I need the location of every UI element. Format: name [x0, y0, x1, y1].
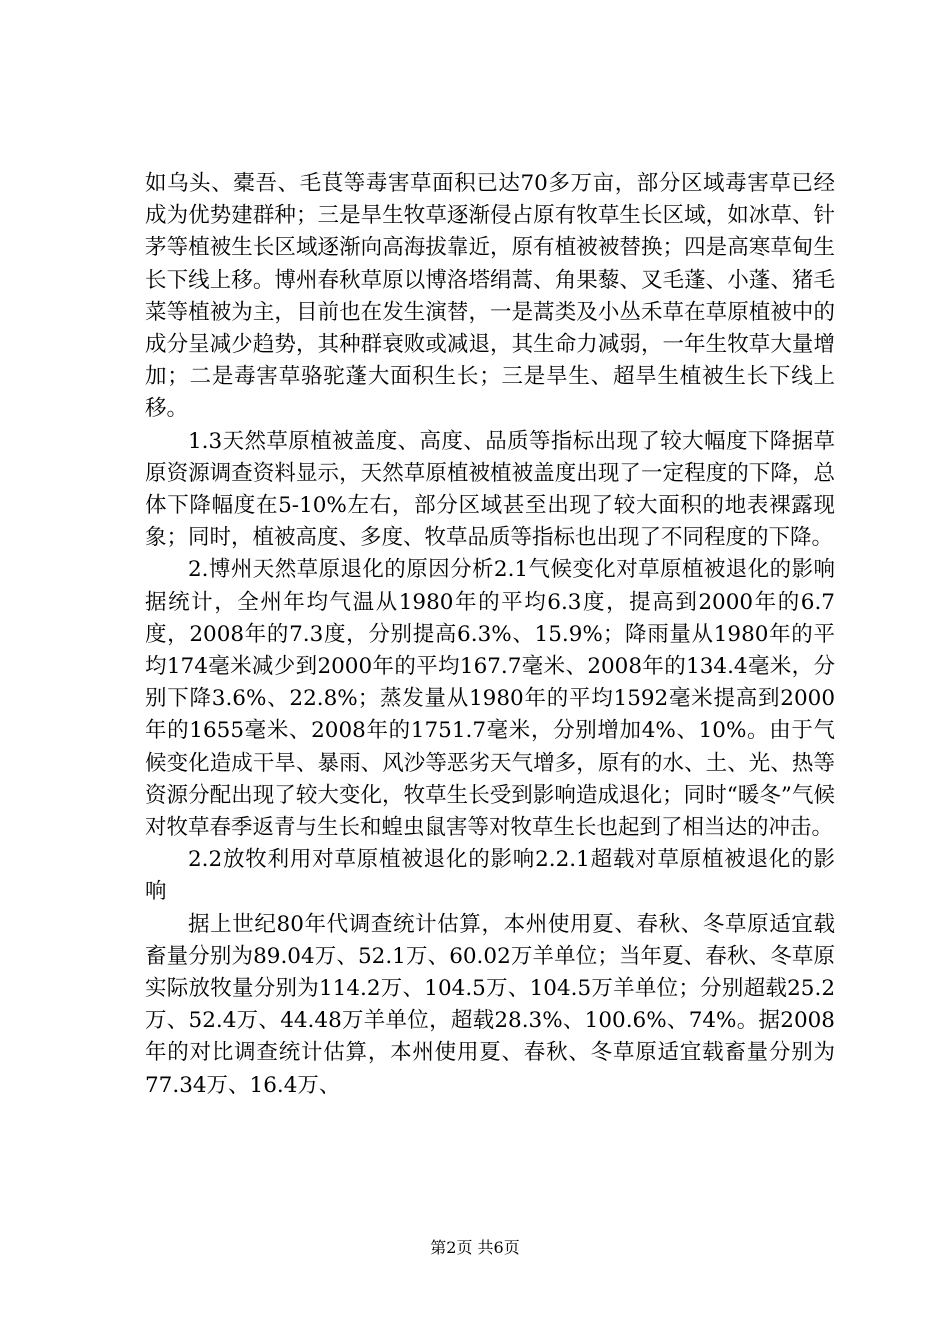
- paragraph-section-2-2: 2.2放牧利用对草原植被退化的影响2.2.1超载对草原植被退化的影响: [145, 847, 835, 905]
- page-footer: 第2页 共6页: [430, 1238, 520, 1257]
- paragraph-section-1-3: 1.3天然草原植被盖度、高度、品质等指标出现了较大幅度下降据草原资源调查资料显示，天然草原植被植被盖度出现了一定程度的下降，总体下降幅度在5-10%左右，部分区域甚至出现了较大面积的地表裸露现象；同时，植被高度、多度、牧草品质等指标也出现了不同程度的下降。: [145, 428, 835, 551]
- paragraph-continuation: 如乌头、橐吾、毛茛等毒害草面积已达70多万亩，部分区域毒害草已经成为优势建群种；三是旱生牧草逐渐侵占原有牧草生长区域，如冰草、针茅等植被生长区域逐渐向高海拔靠近，原有植被被替换；四是高寒草甸生长下线上移。博州春秋草原以博洛塔绢蒿、角果藜、叉毛蓬、小蓬、猪毛菜等植被为主，目前也在发生演替，一是蒿类及小丛禾草在草原植被中的成分呈减少趋势，其种群衰败或减退，其生命力减弱，一年生牧草大量增加；二是毒害草骆驼蓬大面积生长；三是旱生、超旱生植被生长下线上移。: [145, 171, 835, 422]
- document-body: [145, 168, 835, 1102]
- paragraph-overgrazing: 据上世纪80年代调查统计估算，本州使用夏、春秋、冬草原适宜载畜量分别为89.04万、52.1万、60.02万羊单位；当年夏、春秋、冬草原实际放牧量分别为114.2万、104.5万、104.5万羊单位；分别超载25.2万、52.4万、44.48万羊单位，超载28.3%、100.6%、74%。据2008年的对比调查统计估算，本州使用夏、春秋、冬草原适宜载畜量分别为77.34万、16.4万、: [145, 911, 835, 1098]
- paragraph-section-2: 2.博州天然草原退化的原因分析2.1气候变化对草原植被退化的影响据统计，全州年均气温从1980年的平均6.3度，提高到2000年的6.7度，2008年的7.3度，分别提高6.3%、15.9%；降雨量从1980年的平均174毫米减少到2000年的平均167.7毫米、2008年的134.4毫米，分别下降3.6%、22.8%；蒸发量从1980年的平均1592毫米提高到2000年的1655毫米、2008年的1751.7毫米，分别增加4%、10%。由于气候变化造成干旱、暴雨、风沙等恶劣天气增多，原有的水、土、光、热等资源分配出现了较大变化，牧草生长受到影响造成退化；同时“暖冬”气候对牧草春季返青与生长和蝗虫鼠害等对牧草生长也起到了相当达的冲击。: [145, 557, 835, 841]
